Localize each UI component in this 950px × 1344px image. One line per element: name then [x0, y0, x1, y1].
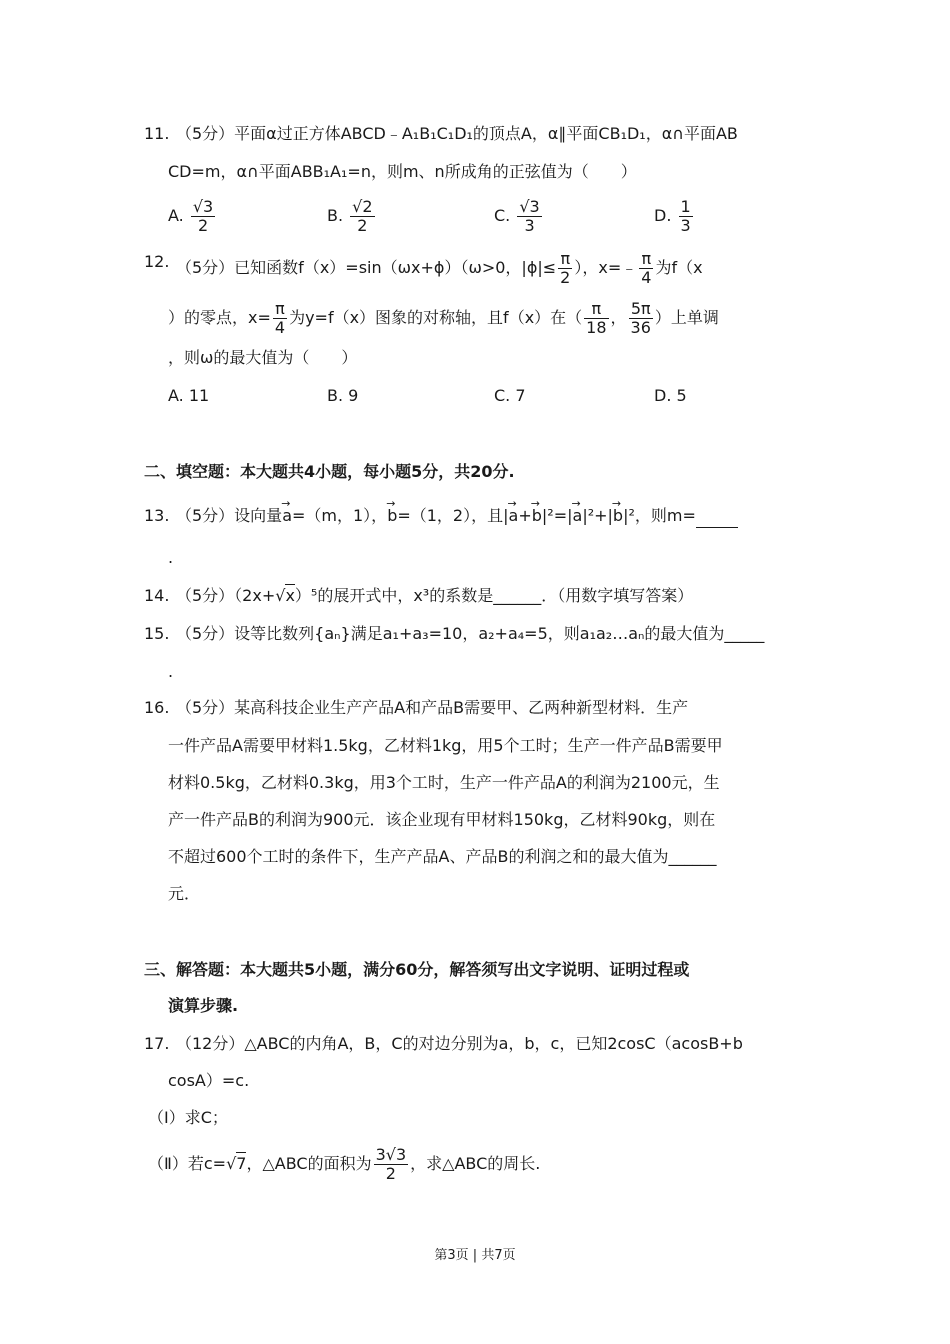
q15-tail: . [168, 662, 174, 681]
q11-number: 11. [144, 124, 170, 143]
q13-tail: . [168, 548, 174, 567]
q16-line3: 材料0.5kg，乙材料0.3kg，用3个工时，生产一件产品A的利润为2100元，生 [168, 773, 720, 792]
q17-number: 17. [144, 1034, 170, 1053]
q12-option-d: D. 5 [654, 386, 687, 405]
q16-line5: 不超过600个工时的条件下，生产产品A、产品B的利润之和的最大值为______ [168, 847, 717, 866]
q11-option-d: D. $\frac{1}{3}$ [654, 197, 691, 235]
q12-line3: ，则ω的最大值为（ ） [168, 348, 358, 367]
q12-number: 12. [144, 252, 170, 271]
q17-line1: （12分）△ABC的内角A，B，C的对边分别为a，b，c，已知2cosC（acosB+b [176, 1034, 743, 1053]
q12-option-c: C. 7 [494, 386, 526, 405]
q14-number: 14. [144, 586, 170, 605]
q17-line2: cosA）=c. [168, 1071, 250, 1090]
q16-line2: 一件产品A需要甲材料1.5kg，乙材料1kg，用5个工时；生产一件产品B需要甲 [168, 736, 723, 755]
q16-line6: 元． [168, 884, 201, 903]
section-3-heading-line1: 三、解答题：本大题共5小题，满分60分，解答须写出文字说明、证明过程或 [144, 960, 690, 979]
q12-option-b: B. 9 [327, 386, 359, 405]
q16-line4: 产一件产品B的利润为900元．该企业现有甲材料150kg，乙材料90kg，则在 [168, 810, 716, 829]
q11-option-a: A. $\frac{√3}{2}$ [168, 197, 214, 235]
q13-line1: （5分）设向量→ a=（m，1），→ b=（1，2），且|→ a+→ b|²=|→ a|²+|→ b|²，则m= [176, 504, 738, 528]
q11-option-b: B. $\frac{√2}{2}$ [327, 197, 373, 235]
q13-number: 13. [144, 506, 170, 525]
q16-line1: （5分）某高科技企业生产产品A和产品B需要甲、乙两种新型材料．生产 [176, 698, 689, 717]
q15-line: （5分）设等比数列{aₙ}满足a₁+a₃=10，a₂+a₄=5，则a₁a₂…aₙ的最大值为_____ [176, 624, 765, 643]
q12-line2: ）的零点，x= $\frac{\pi}{4}$ 为y=f（x）图象的对称轴，且f（x）在（ $\frac{\pi}{18}$ ， $\frac{5\pi}{36}$ ）上单调 [168, 299, 719, 337]
q14-line: （5分）（2x+√x）⁵的展开式中，x³的系数是______．（用数字填写答案） [176, 586, 694, 605]
section-3-heading-line2: 演算步骤. [168, 996, 239, 1015]
q16-number: 16. [144, 698, 170, 717]
section-2-heading: 二、填空题：本大题共4小题，每小题5分，共20分. [144, 462, 515, 481]
q11-line1: （5分）平面α过正方体ABCD﹣A₁B₁C₁D₁的顶点A，α∥平面CB₁D₁，α∩平面AB [176, 124, 738, 143]
q12-line1: （5分）已知函数f（x）=sin（ωx+ϕ）（ω>0，|ϕ|≤ $\frac{\pi}{2}$ ），x=﹣ $\frac{\pi}{4}$ 为f（x [176, 249, 703, 287]
q17-part2: （Ⅱ）若c=√7，△ABC的面积为 $\frac{3√3}{2}$ ，求△ABC的周长. [148, 1145, 541, 1183]
q17-part1: （Ⅰ）求C； [148, 1108, 228, 1127]
q11-line2: CD=m，α∩平面ABB₁A₁=n，则m、n所成角的正弦值为（ ） [168, 162, 637, 181]
q12-option-a: A. 11 [168, 386, 210, 405]
q11-option-c: C. $\frac{√3}{3}$ [494, 197, 540, 235]
q15-number: 15. [144, 624, 170, 643]
page-footer: 第3页 | 共7页 [434, 1248, 516, 1263]
q13-answer-blank [696, 509, 738, 528]
